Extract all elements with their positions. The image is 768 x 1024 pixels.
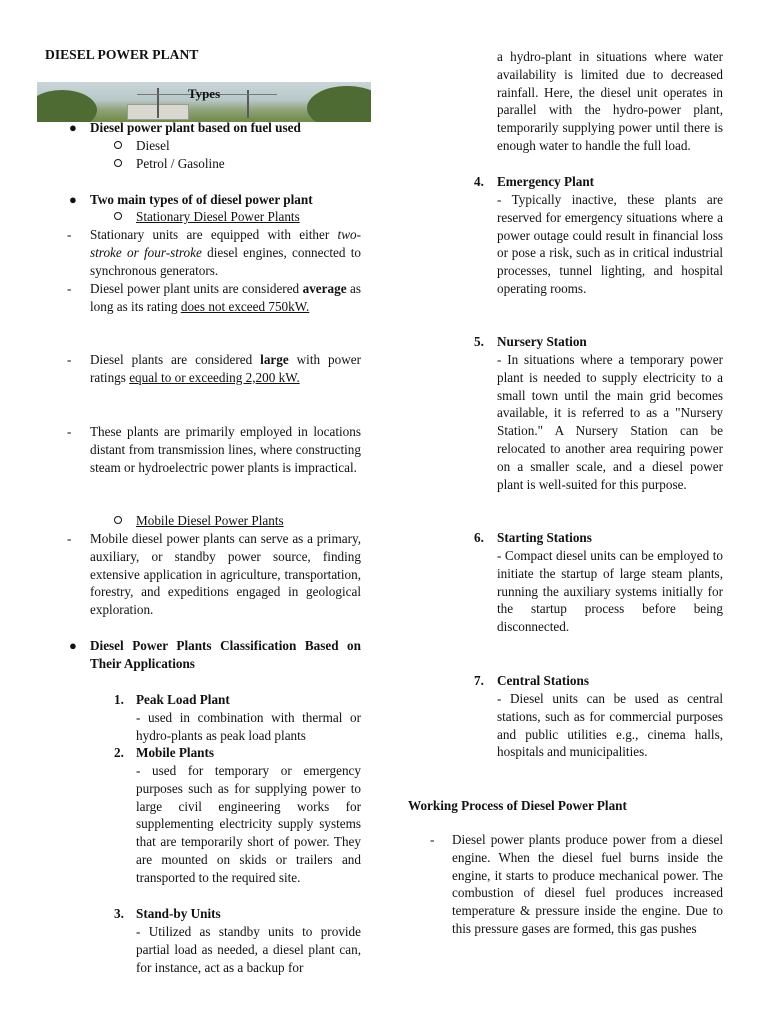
- item-title-mobile-plants: Mobile Plants: [136, 745, 215, 760]
- circle-bullet-icon: [114, 141, 122, 149]
- item-number: 1.: [114, 692, 124, 707]
- fuel-petrol: Petrol / Gasoline: [136, 156, 225, 171]
- item-number: 6.: [474, 530, 484, 545]
- banner-label: Types: [187, 86, 221, 101]
- fuel-diesel: Diesel: [136, 138, 170, 153]
- item-title-emergency: Emergency Plant: [497, 174, 595, 189]
- stationary-desc-1: Stationary units are equipped with either two-stroke or four-stroke diesel engines, connected to synchronous generators.: [90, 227, 361, 278]
- standby-continued: a hydro-plant in situations where water availability is limited due to decreased rainfall. Here, the diesel unit operates in parallel with the hydro-power plant, temporarily supplying power until there is enough water to handle the full load.: [497, 49, 723, 153]
- item-number: 7.: [474, 673, 484, 688]
- page-title: DIESEL POWER PLANT: [45, 47, 199, 62]
- dash-marker: -: [430, 832, 435, 847]
- item-title-standby: Stand-by Units: [136, 906, 221, 921]
- types-heading: Two main types of of diesel power plant: [90, 192, 313, 207]
- working-process-text: Diesel power plants produce power from a diesel engine. When the diesel fuel burns inside the engine, it starts to produce mechanical power. The combustion of diesel fuel produces increased temperature & pressure inside the engine. Due to this pressure gases are formed, this gas pushes: [452, 832, 723, 936]
- item-number: 5.: [474, 334, 484, 349]
- item-title-starting: Starting Stations: [497, 530, 592, 545]
- bullet-icon: ●: [69, 638, 77, 653]
- types-banner-image: [37, 82, 371, 122]
- circle-bullet-icon: [114, 212, 122, 220]
- item-number: 3.: [114, 906, 124, 921]
- item-title-central: Central Stations: [497, 673, 589, 688]
- item-number: 2.: [114, 745, 124, 760]
- working-process-heading: Working Process of Diesel Power Plant: [408, 798, 627, 813]
- item-title-nursery: Nursery Station: [497, 334, 587, 349]
- dash-marker: -: [67, 424, 72, 439]
- item-text-standby: - Utilized as standby units to provide partial load as needed, a diesel plant can, for instance, act as a backup for: [136, 924, 361, 975]
- item-text-nursery: - In situations where a temporary power plant is needed to supply electricity to a small town until the main grid becomes available, it is referred to as a "Nursery Station." A Nursery Station can be relocated to another area requiring power on a smaller scale, and a diesel power plant is well-suited for this purpose.: [497, 352, 723, 492]
- item-text-starting: - Compact diesel units can be employed to initiate the startup of large steam plants, running the auxiliary systems initially for the startup process before being disconnected.: [497, 548, 723, 635]
- dash-marker: -: [67, 227, 72, 242]
- circle-bullet-icon: [114, 516, 122, 524]
- dash-marker: -: [67, 281, 72, 296]
- item-text-central: - Diesel units can be used as central stations, such as for commercial purposes and public utilities e.g., cinema halls, hospitals and municipalities.: [497, 691, 723, 760]
- stationary-desc-4: These plants are primarily employed in locations distant from transmission lines, where constructing steam or hydroelectric power plants is impractical.: [90, 424, 361, 475]
- applications-heading: Diesel Power Plants Classification Based on Their Applications: [90, 638, 361, 671]
- mobile-desc: Mobile diesel power plants can serve as a primary, auxiliary, or standby power source, finding extensive application in agriculture, transportation, forestry, and expeditions engaged in geological exploration.: [90, 531, 361, 618]
- circle-bullet-icon: [114, 159, 122, 167]
- item-text-emergency: - Typically inactive, these plants are reserved for emergency situations where a power outage could result in financial loss or pose a risk, such as in critical industrial processes, tunnel lighting, and hospital operating rooms.: [497, 192, 723, 296]
- dash-marker: -: [67, 531, 72, 546]
- item-number: 4.: [474, 174, 484, 189]
- stationary-desc-2: Diesel power plant units are considered average as long as its rating does not exceed 750kW.: [90, 281, 361, 314]
- item-title-peak-load: Peak Load Plant: [136, 692, 230, 707]
- bullet-icon: ●: [69, 192, 77, 207]
- item-text-mobile-plants: - used for temporary or emergency purposes such as for supplying power to large civil engineering works for supplementing electricity supply systems that are temporarily short of power. They are mounted on skids or trailers and transported to the required site.: [136, 763, 361, 885]
- fuel-heading: Diesel power plant based on fuel used: [90, 120, 301, 135]
- stationary-desc-3: Diesel plants are considered large with power ratings equal to or exceeding 2,200 kW.: [90, 352, 361, 385]
- item-text-peak-load: - used in combination with thermal or hydro-plants as peak load plants: [136, 710, 361, 743]
- stationary-label: Stationary Diesel Power Plants: [136, 209, 300, 224]
- mobile-label: Mobile Diesel Power Plants: [136, 513, 284, 528]
- dash-marker: -: [67, 352, 72, 367]
- bullet-icon: ●: [69, 120, 77, 135]
